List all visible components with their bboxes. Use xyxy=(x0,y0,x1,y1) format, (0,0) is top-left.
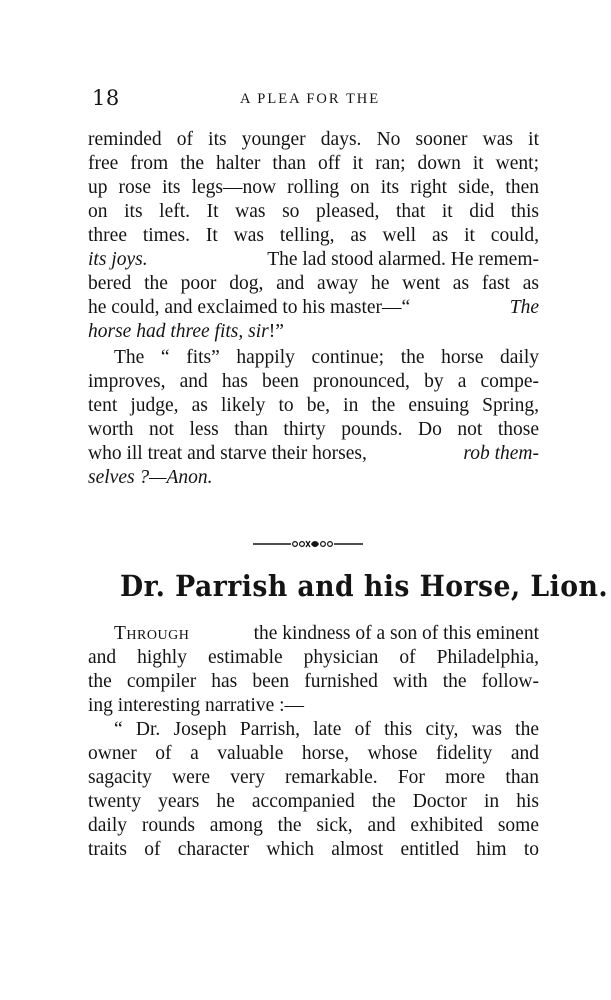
text-line: worth not less than thirty pounds. Do not those xyxy=(88,419,539,440)
drop-word: Through xyxy=(114,623,190,644)
text-line: owner of a valuable horse, whose fidelity and xyxy=(88,743,539,764)
text-line: the compiler has been furnished with the follow- xyxy=(88,671,539,692)
text-line: up rose its legs—now rolling on its right side, then xyxy=(88,177,539,198)
page-number: 18 xyxy=(92,86,120,110)
text-line: tent judge, as likely to be, in the ensuing Spring, xyxy=(88,395,539,416)
italic-phrase: horse had three fits, sir xyxy=(88,321,269,342)
text-run: The lad stood alarmed. He remem- xyxy=(267,249,539,270)
text-line xyxy=(88,441,539,467)
text-line: ing interesting narrative :— xyxy=(88,695,305,716)
italic-phrase: The xyxy=(509,297,539,318)
section-title: Dr. Parrish and his Horse, Lion. xyxy=(120,569,609,603)
text-line: and highly estimable physician of Philadelphia, xyxy=(88,647,539,668)
text-line: The “ fits” happily continue; the horse daily xyxy=(114,347,539,368)
text-run: he could, and exclaimed to his master—“ xyxy=(88,297,411,318)
text-line: on its left. It was so pleased, that it did this xyxy=(88,201,539,222)
text-line: three times. It was telling, as well as it could, xyxy=(88,225,539,246)
text-line: traits of character which almost entitled him to xyxy=(88,839,539,860)
text-line xyxy=(88,319,539,345)
text-run: !” xyxy=(268,321,284,342)
text-line: improves, and has been pronounced, by a compe- xyxy=(88,371,539,392)
text-line xyxy=(88,295,539,321)
text-line xyxy=(88,247,539,273)
text-run: who ill treat and starve their horses, xyxy=(88,443,367,464)
text-line: “ Dr. Joseph Parrish, late of this city, was the xyxy=(114,719,539,740)
text-line: twenty years he accompanied the Doctor in his xyxy=(88,791,539,812)
text-line: reminded of its younger days. No sooner was it xyxy=(88,129,539,150)
text-run: the kindness of a son of this eminent xyxy=(253,623,539,644)
page-header xyxy=(92,86,538,110)
text-line xyxy=(88,621,539,647)
text-line: daily rounds among the sick, and exhibited some xyxy=(88,815,539,836)
text-line: free from the halter than off it ran; down it went; xyxy=(88,153,539,174)
ornament-divider-icon xyxy=(253,538,363,550)
text-line: selves ?—Anon. xyxy=(88,467,213,488)
running-title: A PLEA FOR THE xyxy=(240,91,381,107)
italic-phrase: rob them- xyxy=(463,443,539,464)
italic-phrase: its joys. xyxy=(88,249,148,270)
text-line: bered the poor dog, and away he went as fast as xyxy=(88,273,539,294)
text-line: sagacity were very remarkable. For more than xyxy=(88,767,539,788)
